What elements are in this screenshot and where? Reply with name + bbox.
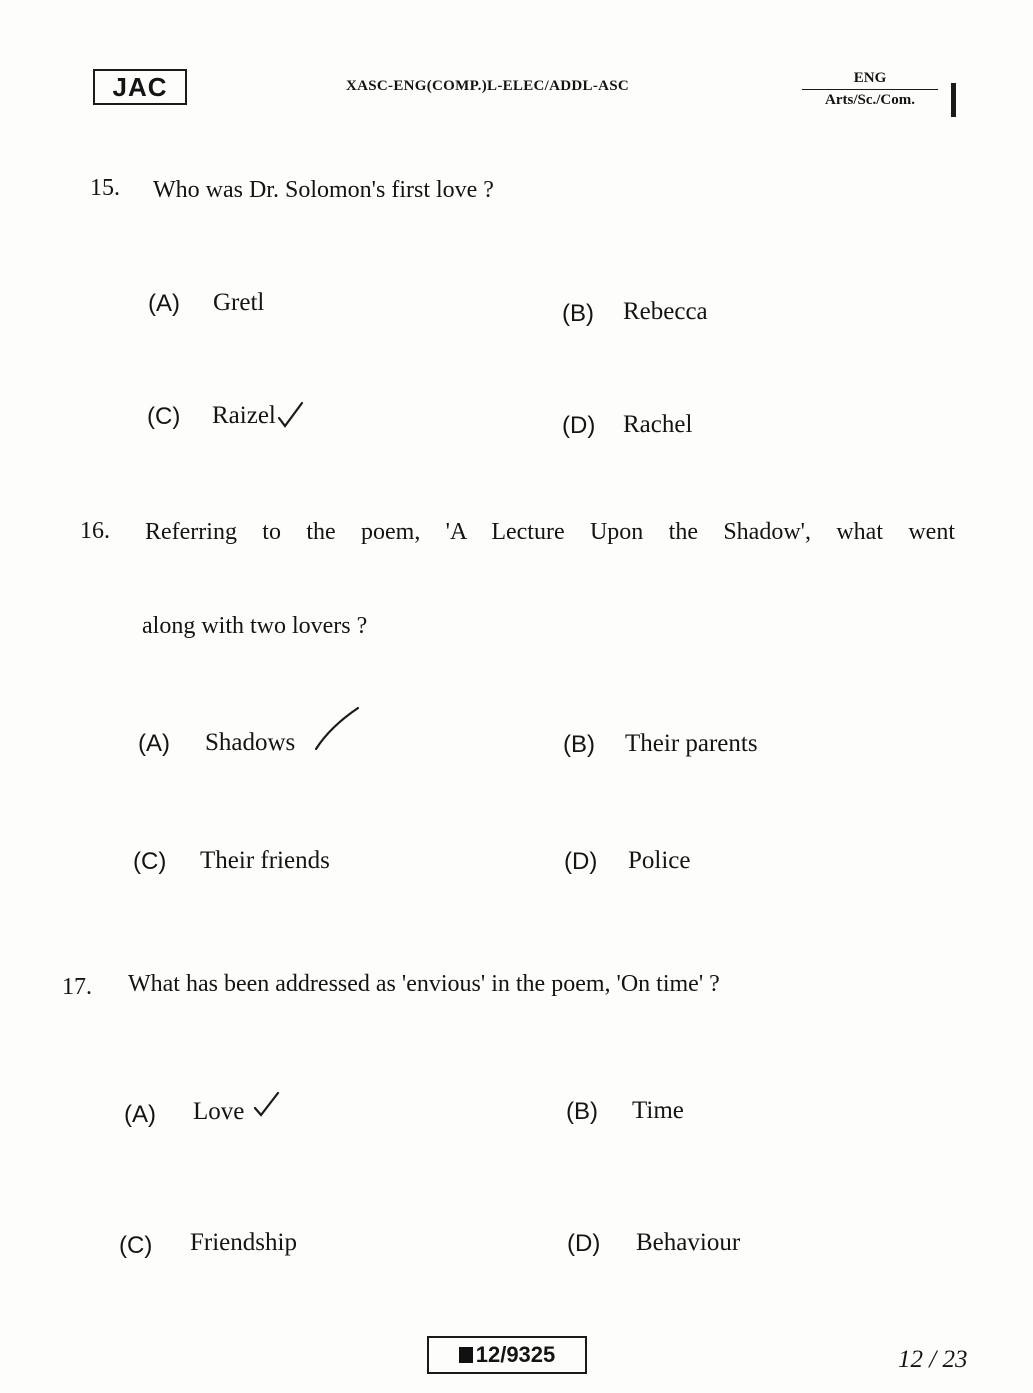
question-15-option-b-label: (B) [562,300,594,327]
question-15-option-a-label: (A) [148,290,180,317]
question-17-option-a-label: (A) [124,1101,156,1128]
question-17-option-c-label: (C) [119,1232,153,1259]
question-15-option-b-text: Rebecca [623,298,708,325]
question-16-option-b-text: Their parents [625,730,758,757]
question-17-option-c-text: Friendship [190,1229,297,1256]
subject-streams: Arts/Sc./Com. [825,92,915,108]
question-16-text-line2: along with two lovers ? [142,613,368,639]
question-15-option-a-text: Gretl [213,289,265,316]
question-16-option-b-label: (B) [563,731,595,758]
question-16-option-d-text: Police [628,847,691,874]
question-15-text: Who was Dr. Solomon's first love ? [153,177,494,203]
booklet-code-box [427,1336,587,1374]
question-17-option-b-text: Time [632,1097,684,1124]
question-17-option-d-text: Behaviour [636,1229,741,1256]
question-17-number: 17. [62,974,92,1000]
question-17-option-a-text: Love [193,1098,245,1125]
tick-mark-icon [276,400,304,430]
question-17-option-d-label: (D) [567,1230,601,1257]
board-logo-box [93,69,187,105]
paper-code: XASC-ENG(COMP.)L-ELEC/ADDL-ASC [346,78,630,94]
question-16-option-d-label: (D) [564,848,598,875]
page-number: 12 / 23 [898,1346,968,1373]
question-15-option-c-label: (C) [147,403,181,430]
question-15-option-c-text: Raizel [212,402,276,429]
subject-name: ENG [853,70,887,86]
black-square-icon [459,1347,473,1363]
question-16-text-line1: Referring to the poem, 'A Lecture Upon the Shadow', what went [145,519,955,545]
question-17-option-b-label: (B) [566,1098,598,1125]
question-15-option-d-label: (D) [562,412,596,439]
corner-mark [951,83,956,117]
question-16-option-c-text: Their friends [200,847,330,874]
question-15-option-d-text: Rachel [623,411,693,438]
question-17-text: What has been addressed as 'envious' in the poem, 'On time' ? [128,971,720,997]
question-16-option-a-label: (A) [138,730,170,757]
question-16-number: 16. [80,518,110,544]
booklet-code: 12/9325 [475,1342,556,1367]
tick-mark-icon [312,705,362,753]
tick-mark-icon [252,1090,280,1120]
subject-block [800,70,940,109]
question-16-option-c-label: (C) [133,848,167,875]
board-label: JAC [112,71,168,102]
question-16-option-a-text: Shadows [205,729,296,756]
question-15-number: 15. [90,175,120,201]
